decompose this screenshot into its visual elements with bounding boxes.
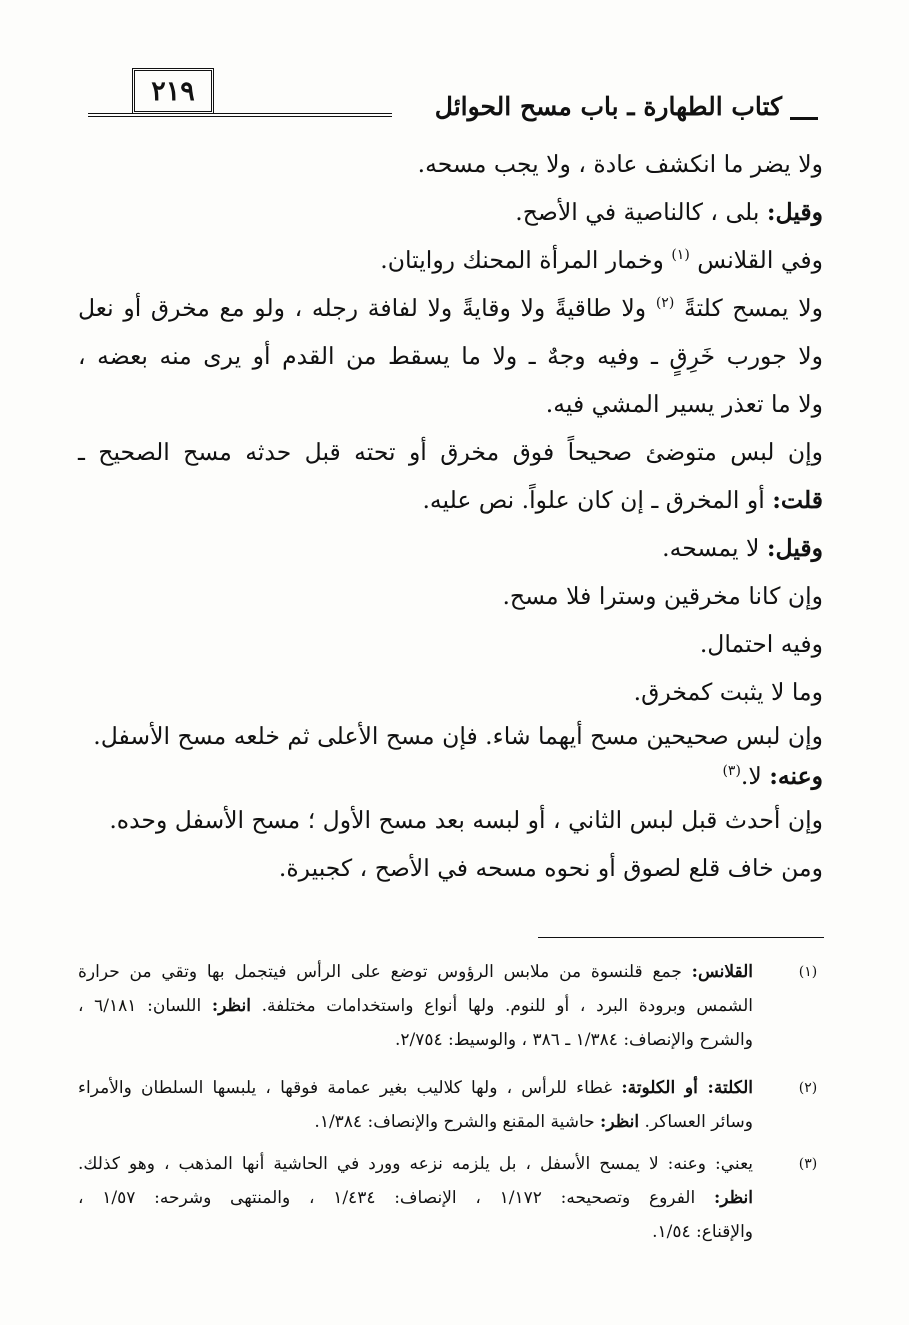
paragraph-text: ولا يمسح كلتةً [674,294,823,322]
footnote-text: جمع قلنسوة من ملابس الرؤوس توضع على الرأس فيتجمل بها وتقي من حرارة [78,962,692,982]
footnote-text: وسائر العساكر. [639,1112,753,1132]
paragraph: وإن لبس صحيحين مسح أيهما شاء. فإن مسح الأعلى ثم خلعه مسح الأسفل. [93,722,823,750]
footnote-text: حاشية المقنع والشرح والإنصاف: ١/٣٨٤. [314,1112,601,1132]
paragraph: ولا يضر ما انكشف عادة ، ولا يجب مسحه. [417,150,823,178]
footnote-term: انظر: [211,996,251,1016]
lead-word: قلت: [772,486,823,514]
paragraph: وفيه احتمال. [699,630,823,658]
paragraph: ولا ما تعذر يسير المشي فيه. [545,390,823,418]
paragraph-text: وفي القلانس [689,246,823,274]
paragraph-text: وخمار المرأة المحنك روايتان. [380,246,672,274]
footnote-line: والشرح والإنصاف: ١/٣٨٤ ـ ٣٨٦ ، والوسيط: ٢/٧٥٤. [394,1030,753,1050]
lead-word: وقيل: [766,534,823,562]
lead-word: وقيل: [766,198,823,226]
footnote-line [78,955,753,989]
running-title: كتاب الطهارة ـ باب مسح الحوائل [434,92,782,121]
paragraph: ولا جورب خَرِقٍ ـ وفيه وجهٌ ـ ولا ما يسقط من القدم أو يرى منه بعضه ، [78,342,823,370]
paragraph: ومن خاف قلع لصوق أو نحوه مسحه في الأصح ، كجبيرة. [278,854,823,882]
footnote [78,955,823,1071]
main-text [78,140,823,892]
paragraph: وما لا يثبت كمخرق. [633,678,823,706]
paragraph: وإن لبس متوضئ صحيحاً فوق مخرق أو تحته قبل حدثه مسح الصحيح ـ [78,438,823,466]
footnote-line [78,989,753,1023]
footnote-term: انظر: [713,1188,753,1208]
paragraph [78,284,823,332]
footnotes [78,955,823,1257]
footnote-text: الشمس وبرودة البرد ، أو للنوم. ولها أنواع واستخدامات مختلفة. [250,996,753,1016]
paragraph-text: أو المخرق ـ إن كان علواً. نص عليه. [422,486,773,514]
paragraph [78,188,823,236]
paragraph-text: بلى ، كالناصية في الأصح. [515,198,767,226]
page-number: ٢١٩ [132,68,214,114]
footnote-number: (٣) [798,1156,818,1172]
paragraph [78,524,823,572]
footnote-text: غطاء للرأس ، ولها كلاليب بغير عمامة فوقها ، يلبسها السلطان والأمراء [78,1078,622,1098]
paragraph [78,476,823,524]
footnote-term: انظر: [600,1112,640,1132]
paragraph-text: ولا طاقيةً ولا وقايةً ولا لفافة رجله ، ولو مع مخرق أو نعل [78,294,656,322]
footnote-line [78,1181,753,1215]
footnote [78,1071,823,1147]
footnote-text: الفروع وتصحيحه: ١/١٧٢ ، الإنصاف: ١/٤٣٤ ، والمنتهى وشرحه: ١/٥٧ ، [78,1188,714,1208]
footnote-line [78,1105,753,1139]
page-header [88,62,818,130]
footnote-ref[interactable]: (١) [671,247,690,264]
paragraph: وإن أحدث قبل لبس الثاني ، أو لبسه بعد مسح الأول ؛ مسح الأسفل وحده. [109,806,823,834]
footnote-line: يعني: وعنه: لا يمسح الأسفل ، بل يلزمه نزعه وورد في الحاشية أنها المذهب ، وهو كذلك. [78,1154,753,1174]
footnote-term: القلانس: [691,962,753,982]
footnote-line [78,1071,753,1105]
paragraph-text: لا. [740,762,770,790]
paragraph [78,756,823,796]
paragraph: وإن كانا مخرقين وسترا فلا مسح. [502,582,823,610]
footnote-line: والإقناع: ١/٥٤. [652,1222,753,1242]
footnote-number: (١) [798,964,818,980]
footnote-number: (٢) [798,1080,818,1096]
paragraph-text: لا يمسحه. [662,534,767,562]
footnote-separator [538,937,824,938]
footnote [78,1147,823,1257]
footnote-term: الكلتة: أو الكلوتة: [621,1078,753,1098]
header-dash [790,117,818,120]
footnote-ref[interactable]: (٢) [655,295,675,312]
paragraph [78,236,823,284]
lead-word: وعنه: [769,762,823,790]
footnote-ref[interactable]: (٣) [722,763,741,780]
footnote-text: اللسان: ٦/١٨١ ، [78,996,212,1016]
